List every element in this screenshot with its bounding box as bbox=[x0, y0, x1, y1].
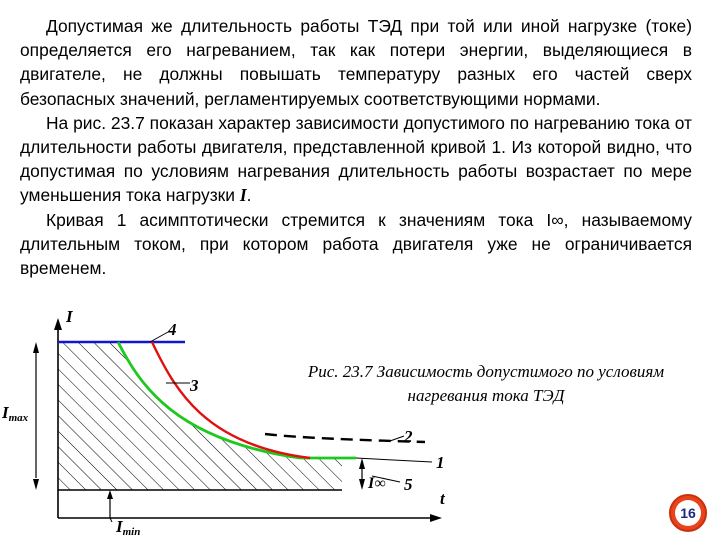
iinf-label: I∞ bbox=[368, 475, 386, 492]
curve-1-label: 1 bbox=[436, 453, 445, 472]
paragraph-3: Кривая 1 асимптотически стремится к значениям тока I∞, называемому длительным током, при котором работа двигателя уже не ограничивается временем. bbox=[20, 209, 692, 279]
page-number: 16 bbox=[675, 500, 701, 526]
current-symbol: I bbox=[239, 185, 247, 206]
figure-caption: Рис. 23.7 Зависимость допустимого по условиям нагревания тока ТЭД bbox=[307, 362, 665, 405]
imax-label bbox=[1, 403, 29, 424]
leader-4 bbox=[150, 332, 168, 342]
paragraph-1: Допустимая же длительность работы ТЭД при той или иной нагрузке (токе) определяется его нагреванием, так как потери энергии, выделяющиеся в двигателе, не должны повышать температуру разных его частей сверх безопасных значений, регламентируемых соответствующими нормами. bbox=[20, 16, 692, 109]
paragraph-2-end: . bbox=[246, 185, 252, 206]
iinf-arrow-down bbox=[359, 479, 365, 490]
imin-label-main: I bbox=[116, 517, 123, 536]
imin-label-sub: min bbox=[122, 526, 141, 538]
leader-1 bbox=[356, 458, 432, 462]
y-axis-arrow bbox=[54, 318, 62, 330]
imax-arrow-up bbox=[33, 342, 39, 353]
imin-arrow-up bbox=[107, 490, 113, 499]
imax-label-main: I bbox=[2, 403, 9, 422]
imin-label bbox=[115, 517, 140, 538]
x-axis-arrow bbox=[430, 514, 442, 522]
x-axis-label: t bbox=[440, 489, 445, 508]
page-number-badge bbox=[669, 494, 707, 532]
curve-4-label: 4 bbox=[168, 320, 177, 339]
y-axis-label: I bbox=[66, 307, 73, 326]
curve-3-label: 3 bbox=[190, 376, 199, 395]
imax-arrow-down bbox=[33, 479, 39, 490]
curve-2-label: 2 bbox=[404, 427, 413, 446]
curve-5-label: 5 bbox=[404, 475, 413, 494]
imax-label-sub: max bbox=[8, 412, 29, 424]
iinf-arrow-up bbox=[359, 458, 365, 469]
curve-2 bbox=[265, 434, 425, 442]
paragraph-2-main: На рис. 23.7 показан характер зависимости допустимого по нагреванию тока от длительности работы двигателя, представленной кривой 1. Из которой видно, что допустимая по условиям нагревания длительность работы возрастает по мере уменьшения тока нагрузки bbox=[20, 112, 692, 206]
